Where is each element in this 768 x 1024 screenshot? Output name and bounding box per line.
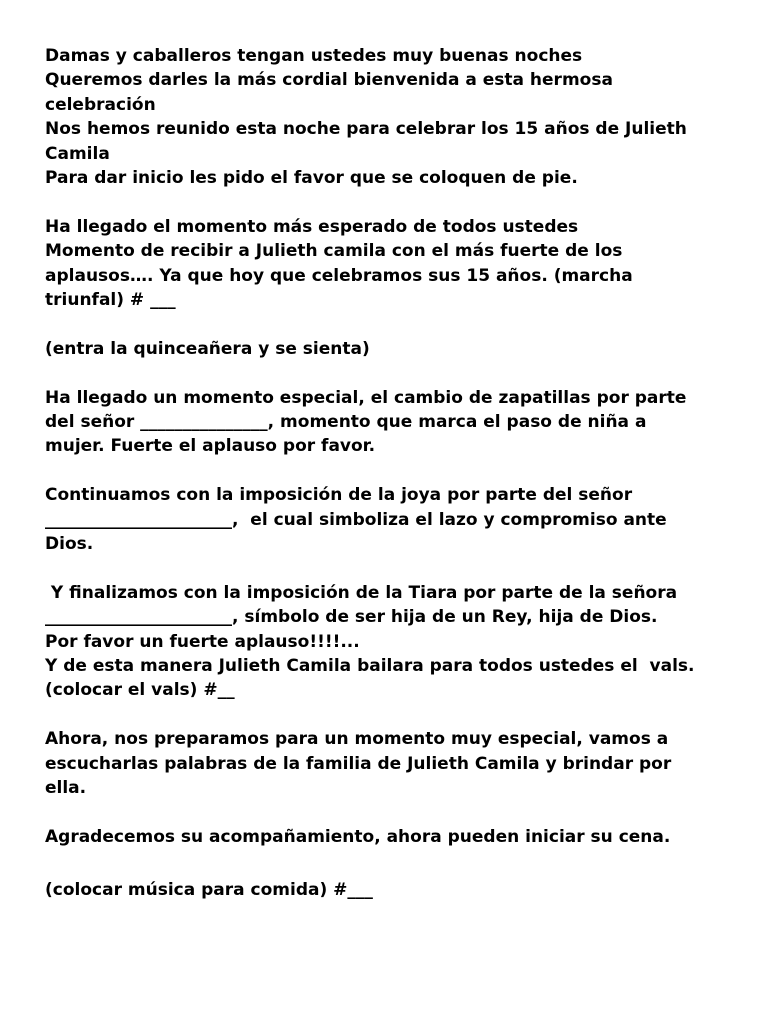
text-line: Ha llegado el momento más esperado de todos ustedes bbox=[45, 216, 579, 237]
text-line: ______________________, símbolo de ser hija de un Rey, hija de Dios. bbox=[45, 607, 658, 628]
document-body bbox=[45, 44, 745, 903]
text-line: Dios. bbox=[45, 534, 94, 555]
text-line: (colocar música para comida) #___ bbox=[45, 880, 373, 901]
text-line: ella. bbox=[45, 778, 87, 799]
text-line: triunfal) # ___ bbox=[45, 290, 176, 311]
paragraph-gap bbox=[45, 459, 745, 483]
paragraph-gap bbox=[45, 849, 745, 878]
paragraph-gap bbox=[45, 703, 745, 727]
text-line: Momento de recibir a Julieth camila con el más fuerte de los bbox=[45, 241, 623, 262]
text-line: Agradecemos su acompañamiento, ahora pueden iniciar su cena. bbox=[45, 826, 671, 847]
text-line: ______________________, el cual simboliza el lazo y compromiso ante bbox=[45, 509, 667, 530]
paragraph-gap bbox=[45, 801, 745, 825]
text-line: Para dar inicio les pido el favor que se coloquen de pie. bbox=[45, 168, 578, 189]
text-line: mujer. Fuerte el aplauso por favor. bbox=[45, 436, 376, 457]
text-line: Camila bbox=[45, 143, 110, 164]
paragraph-gap bbox=[45, 190, 745, 214]
paragraph-gap bbox=[45, 312, 745, 336]
text-line: Y finalizamos con la imposición de la Tiara por parte de la señora bbox=[45, 582, 678, 603]
text-line: celebración bbox=[45, 94, 156, 115]
text-line: Por favor un fuerte aplauso!!!!... bbox=[45, 631, 360, 652]
text-line: Ha llegado un momento especial, el cambio de zapatillas por parte bbox=[45, 387, 687, 408]
text-line: aplausos…. Ya que hoy que celebramos sus 15 años. (marcha bbox=[45, 265, 633, 286]
text-line: Ahora, nos preparamos para un momento muy especial, vamos a bbox=[45, 729, 669, 750]
text-line: Y de esta manera Julieth Camila bailara para todos ustedes el vals. bbox=[45, 656, 695, 677]
text-line: del señor _______________, momento que marca el paso de niña a bbox=[45, 412, 647, 433]
paragraph-gap bbox=[45, 556, 745, 580]
text-line: Continuamos con la imposición de la joya por parte del señor bbox=[45, 485, 633, 506]
text-line: Nos hemos reunido esta noche para celebrar los 15 años de Julieth bbox=[45, 119, 687, 140]
text-line: (entra la quinceañera y se sienta) bbox=[45, 338, 370, 359]
text-line: Damas y caballeros tengan ustedes muy buenas noches bbox=[45, 46, 583, 66]
paragraph-gap bbox=[45, 361, 745, 385]
text-line: escucharlas palabras de la familia de Julieth Camila y brindar por bbox=[45, 753, 672, 774]
text-line: (colocar el vals) #__ bbox=[45, 680, 235, 701]
text-line: Queremos darles la más cordial bienvenida a esta hermosa bbox=[45, 70, 613, 91]
